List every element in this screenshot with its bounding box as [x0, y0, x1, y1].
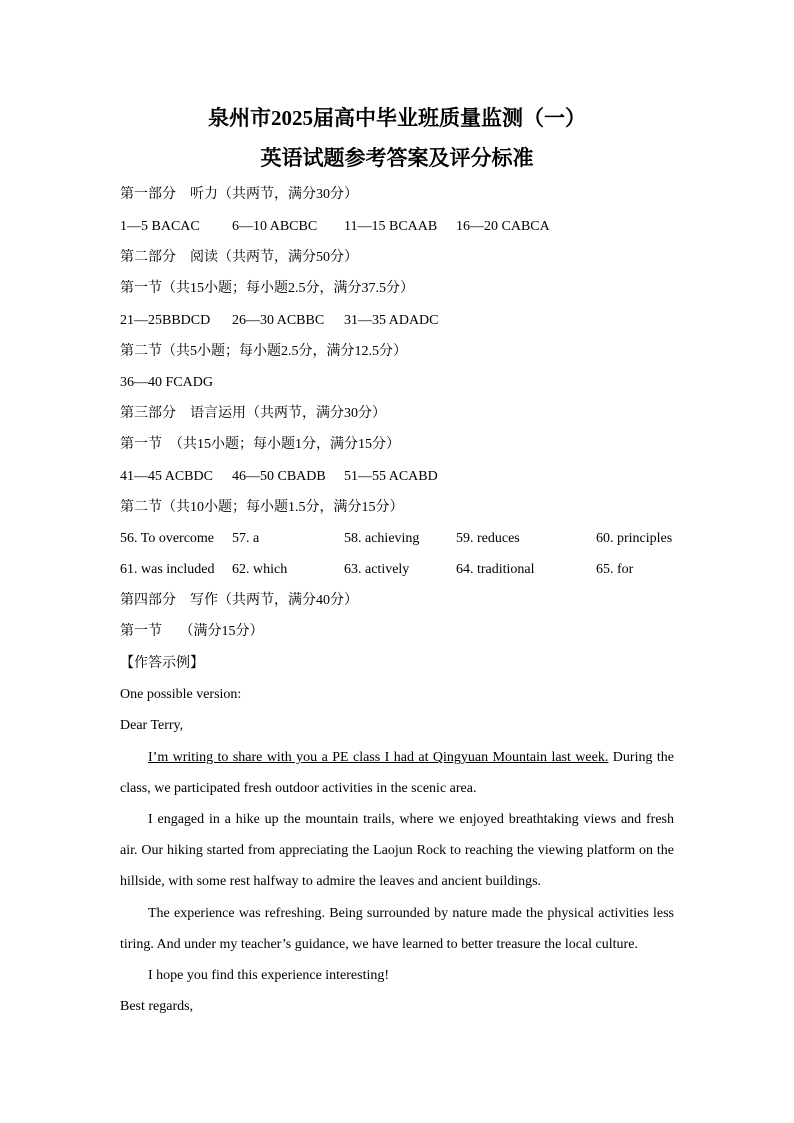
version-label: One possible version:: [120, 687, 242, 702]
letter-paragraph-3: The experience was refreshing. Being surrounded by nature made the physical activities less tiring. And under my teacher’s guidance, we have learned to better treasure the local culture.: [120, 906, 674, 952]
part4-section1-heading: 第一节 （满分15分）: [120, 624, 264, 639]
answer-group: 51—55 ACABD: [344, 469, 438, 484]
fill-answer: 65. for: [596, 562, 634, 577]
answer-group: 36—40 FCADG: [120, 375, 213, 390]
fill-answer: 56. To overcome: [120, 531, 215, 546]
answer-group: 1—5 BACAC: [120, 219, 200, 234]
answer-group: 26—30 ACBBC: [232, 313, 325, 328]
part2-heading: 第二部分 阅读（共两节，满分50分）: [120, 250, 358, 265]
part4-heading: 第四部分 写作（共两节，满分40分）: [120, 593, 358, 608]
fill-answer: 60. principles: [596, 531, 673, 546]
answer-group: 6—10 ABCBC: [232, 219, 318, 234]
underlined-opening-sentence: I’m writing to share with you a PE class I had at Qingyuan Mountain last week.: [148, 750, 609, 765]
answer-group: 21—25BBDCD: [120, 313, 211, 328]
part2-section1-heading: 第一节（共15小题；每小题2.5分，满分37.5分）: [120, 281, 414, 296]
answer-group: 46—50 CBADB: [232, 469, 326, 484]
answer-group: 31—35 ADADC: [344, 313, 439, 328]
part3-section2-heading: 第二节（共10小题；每小题1.5分，满分15分）: [120, 500, 404, 515]
letter-greeting: Dear Terry,: [120, 718, 184, 733]
fill-answer: 57. a: [232, 531, 260, 546]
letter-closing: Best regards,: [120, 999, 194, 1014]
fill-answer: 62. which: [232, 562, 288, 577]
part1-heading: 第一部分 听力（共两节，满分30分）: [120, 187, 358, 202]
fill-answer: 61. was included: [120, 562, 215, 577]
part3-section1-heading: 第一节 （共15小题；每小题1分，满分15分）: [120, 437, 400, 452]
answer-group: 41—45 ACBDC: [120, 469, 213, 484]
answer-group: 11—15 BCAAB: [344, 219, 438, 234]
sample-label: 【作答示例】: [120, 656, 204, 671]
answer-group: 16—20 CABCA: [456, 219, 550, 234]
fill-answer: 58. achieving: [344, 531, 420, 546]
letter-paragraph-1: [120, 742, 674, 804]
letter-paragraph-2: I engaged in a hike up the mountain trails, where we enjoyed breathtaking views and fresh air. Our hiking started from appreciating the Laojun Rock to reaching the viewing platform on the hillside, with some rest halfway to admire the leaves and ancient buildings.: [120, 812, 674, 889]
letter-paragraph-4: I hope you find this experience interesting!: [148, 968, 390, 983]
page-title: 泉州市2025届高中毕业班质量监测（一）: [208, 106, 586, 130]
paragraph-text: During the class, we participated fresh outdoor activities in the scenic area.: [120, 750, 675, 796]
page-subtitle: 英语试题参考答案及评分标准: [260, 146, 534, 170]
fill-answer: 59. reduces: [456, 531, 520, 546]
fill-answer: 63. actively: [344, 562, 410, 577]
part3-heading: 第三部分 语言运用（共两节，满分30分）: [120, 406, 386, 421]
fill-answer: 64. traditional: [456, 562, 535, 577]
part2-section2-heading: 第二节（共5小题；每小题2.5分，满分12.5分）: [120, 344, 407, 359]
